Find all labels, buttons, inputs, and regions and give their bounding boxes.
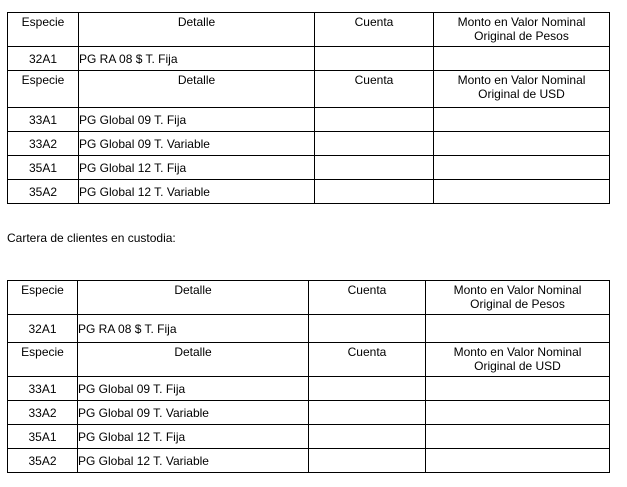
detalle-header: Detalle — [79, 71, 315, 108]
monto-cell — [426, 377, 610, 401]
especie-header: Especie — [8, 71, 79, 108]
monto-cell — [426, 449, 610, 473]
cuenta-cell — [309, 377, 426, 401]
cuenta-cell — [309, 449, 426, 473]
table-row — [8, 449, 610, 473]
table-row — [8, 156, 610, 180]
monto-cell — [426, 425, 610, 449]
especie-header: Especie — [8, 281, 78, 315]
monto-header — [434, 71, 610, 108]
monto-header-line1: Monto en Valor Nominal — [457, 15, 586, 29]
table-header-row — [8, 343, 610, 377]
table-row — [8, 401, 610, 425]
especie-header: Especie — [8, 343, 78, 377]
table-header-row — [8, 71, 610, 108]
detalle-cell: PG RA 08 $ T. Fija — [78, 315, 309, 343]
especie-cell: 35A1 — [8, 156, 79, 180]
monto-header — [426, 281, 610, 315]
monto-header-line2: Original de USD — [478, 87, 565, 101]
monto-cell — [426, 315, 610, 343]
cuenta-cell — [315, 132, 434, 156]
table-row — [8, 108, 610, 132]
cuenta-cell — [315, 156, 434, 180]
table-row — [8, 180, 610, 204]
table-header-row — [8, 13, 610, 47]
table-row — [8, 315, 610, 343]
monto-header-line1: Monto en Valor Nominal — [453, 283, 582, 297]
monto-header-line2: Original de USD — [474, 359, 561, 373]
detalle-cell: PG Global 12 T. Fija — [79, 156, 315, 180]
detalle-cell: PG RA 08 $ T. Fija — [79, 47, 315, 71]
cuenta-cell — [309, 401, 426, 425]
monto-cell — [434, 108, 610, 132]
especie-cell: 33A1 — [8, 377, 78, 401]
especie-cell: 35A2 — [8, 180, 79, 204]
monto-cell — [434, 156, 610, 180]
cuenta-cell — [315, 108, 434, 132]
monto-header-line1: Monto en Valor Nominal — [453, 345, 582, 359]
securities-table-1 — [7, 12, 610, 204]
monto-header — [434, 13, 610, 47]
especie-cell: 35A2 — [8, 449, 78, 473]
detalle-cell: PG Global 09 T. Fija — [79, 108, 315, 132]
especie-header: Especie — [8, 13, 79, 47]
table-row — [8, 425, 610, 449]
securities-table-2 — [7, 280, 610, 473]
monto-cell — [434, 47, 610, 71]
custody-portfolio-caption: Cartera de clientes en custodia: — [7, 231, 176, 245]
detalle-cell: PG Global 12 T. Variable — [78, 449, 309, 473]
detalle-cell: PG Global 12 T. Variable — [79, 180, 315, 204]
table-header-row — [8, 281, 610, 315]
cuenta-header: Cuenta — [315, 13, 434, 47]
table-row — [8, 377, 610, 401]
cuenta-cell — [315, 180, 434, 204]
detalle-cell: PG Global 12 T. Fija — [78, 425, 309, 449]
monto-cell — [434, 180, 610, 204]
monto-header-line1: Monto en Valor Nominal — [457, 73, 586, 87]
monto-header — [426, 343, 610, 377]
table-row — [8, 47, 610, 71]
monto-header-line2: Original de Pesos — [474, 29, 569, 43]
cuenta-cell — [309, 425, 426, 449]
monto-cell — [426, 401, 610, 425]
cuenta-header: Cuenta — [309, 281, 426, 315]
detalle-header: Detalle — [78, 281, 309, 315]
monto-header-line2: Original de Pesos — [470, 297, 565, 311]
monto-cell — [434, 132, 610, 156]
especie-cell: 32A1 — [8, 47, 79, 71]
cuenta-header: Cuenta — [309, 343, 426, 377]
especie-cell: 35A1 — [8, 425, 78, 449]
especie-cell: 33A1 — [8, 108, 79, 132]
detalle-cell: PG Global 09 T. Variable — [78, 401, 309, 425]
cuenta-header: Cuenta — [315, 71, 434, 108]
cuenta-cell — [309, 315, 426, 343]
detalle-cell: PG Global 09 T. Variable — [79, 132, 315, 156]
cuenta-cell — [315, 47, 434, 71]
table-row — [8, 132, 610, 156]
detalle-header: Detalle — [78, 343, 309, 377]
especie-cell: 33A2 — [8, 401, 78, 425]
especie-cell: 33A2 — [8, 132, 79, 156]
detalle-cell: PG Global 09 T. Fija — [78, 377, 309, 401]
especie-cell: 32A1 — [8, 315, 78, 343]
detalle-header: Detalle — [79, 13, 315, 47]
